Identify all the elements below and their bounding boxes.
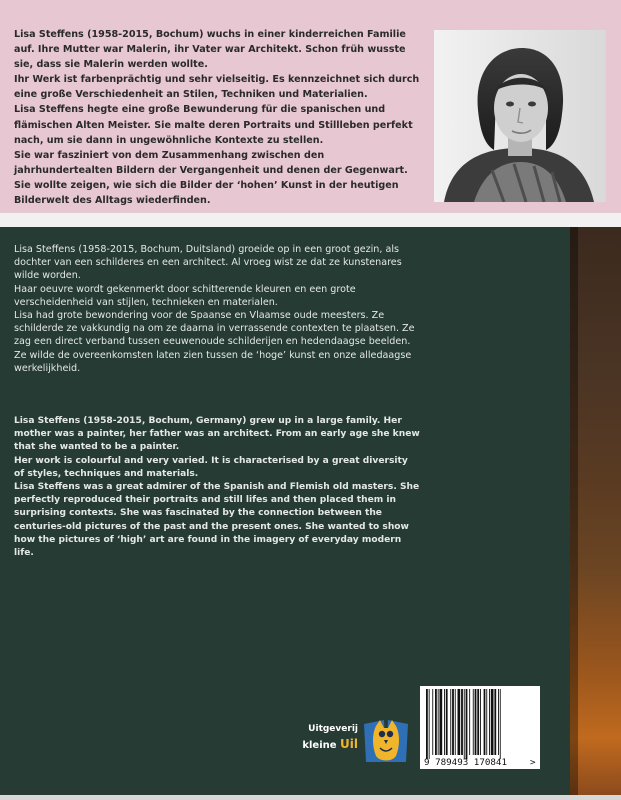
barcode-bar (426, 689, 428, 759)
portrait-photo (434, 30, 606, 202)
english-paragraph-1: Lisa Steffens (1958-2015, Bochum, Germany) grew up in a large family. Her mother was a painter, her father was an architect. From an early age she knew that she wanted to be a painter. (14, 416, 420, 453)
barcode-arrow: > (530, 757, 536, 768)
english-paragraph-2: Her work is colourful and very varied. It is characterised by a great diversity of styles, techniques and materials. (14, 455, 408, 479)
barcode-bar (500, 689, 501, 759)
dutch-paragraph-2: Haar oeuvre wordt gekenmerkt door schitterende kleuren en een grote verscheidenheid van stijlen, technieken en materialen. (14, 283, 356, 308)
german-paragraph-4: Sie war fasziniert von dem Zusammenhang zwischen den jahrhundertealten Bildern der Vergangenheit und denen der Gegenwart. Sie wollte zeigen, wie sich die Bilder der ‘hohen’ Kunst in der heutigen Bilderwelt des Alltags wiederfinden. (14, 149, 408, 207)
barcode-bar (473, 689, 474, 755)
publisher-name-line2 (296, 737, 358, 751)
german-biography (14, 27, 422, 208)
barcode-bar (440, 689, 443, 755)
publisher-name-line1: Uitgeverij (308, 724, 358, 734)
publisher-word-kleine: kleine (302, 740, 337, 751)
barcode-bar (458, 689, 461, 755)
barcode-bar (446, 689, 448, 755)
barcode-bar (455, 689, 456, 755)
barcode-bar (438, 689, 439, 755)
barcode-bar (464, 689, 465, 759)
barcode-bar (498, 689, 499, 755)
isbn-barcode (420, 686, 540, 769)
barcode-bar (480, 689, 481, 755)
barcode-bar (450, 689, 451, 755)
barcode-bar (475, 689, 477, 755)
barcode-bar (452, 689, 454, 755)
barcode-bar (466, 689, 468, 759)
german-paragraph-2: Ihr Werk ist farbenprächtig und sehr vielseitig. Es kennzeichnet sich durch eine große Verschiedenheit an Stilen, Techniken und Materialien. (14, 74, 420, 101)
german-paragraph-3: Lisa Steffens hegte eine große Bewunderung für die spanischen und flämischen Alten Meister. Sie malte deren Portraits und Stillleben perfekt nach, um sie dann in ungewöhnliche Kontexte zu stellen. (14, 104, 413, 146)
barcode-bar (484, 689, 486, 755)
owl-book-icon (362, 716, 410, 766)
dutch-biography (14, 243, 420, 375)
barcode-digits: 9 789493 170841 (424, 757, 507, 768)
english-biography (14, 415, 420, 560)
barcode-bar (491, 689, 494, 755)
barcode-bar (469, 689, 470, 755)
barcode-bar (461, 689, 463, 755)
publisher-logo (296, 716, 416, 766)
barcode-bar (477, 689, 479, 755)
painting-edge (570, 227, 621, 795)
dutch-paragraph-3: Lisa had grote bewondering voor de Spaanse en Vlaamse oude meesters. Ze schilderde ze vakkundig na om ze daarna in verrassende contexten te plaatsen. Ze zag een direct verband tussen eeuwenoude schilderijen en hedendaagse beelden. Ze wilde de overeenkomsten laten zien tussen de ‘hoge’ kunst en onze alledaagse werkelijkheid. (14, 310, 415, 374)
barcode-bars (420, 686, 540, 769)
dutch-paragraph-1: Lisa Steffens (1958-2015, Bochum, Duitsland) groeide op in een groot gezin, als dochter van een schilderes en een architect. Al vroeg wist ze dat ze kunstenares wilde worden. (14, 244, 402, 282)
barcode-bar (489, 689, 490, 755)
author-portrait-photo (434, 30, 606, 202)
barcode-bar (429, 689, 430, 759)
barcode-bar (432, 689, 433, 755)
panel-divider (0, 213, 621, 227)
english-paragraph-3: Lisa Steffens was a great admirer of the Spanish and Flemish old masters. She perfectly reproduced their portraits and still lifes and then placed them in surprising contexts. She was fascinated by the connection between the centuries-old pictures of the past and the present ones. She wanted to show how the pictures of ‘high’ art are found in the imagery of everyday modern life. (14, 482, 420, 559)
barcode-bar (444, 689, 445, 755)
barcode-bar (486, 689, 487, 755)
bottom-strip (0, 795, 621, 800)
barcode-bar (494, 689, 496, 755)
publisher-word-uil: Uil (340, 737, 358, 751)
barcode-bar (435, 689, 437, 755)
german-paragraph-1: Lisa Steffens (1958-2015, Bochum) wuchs in einer kinderreichen Familie auf. Ihre Mutter war Malerin, ihr Vater war Architekt. Schon früh wusste sie, dass sie Malerin werden wollte. (14, 29, 406, 71)
